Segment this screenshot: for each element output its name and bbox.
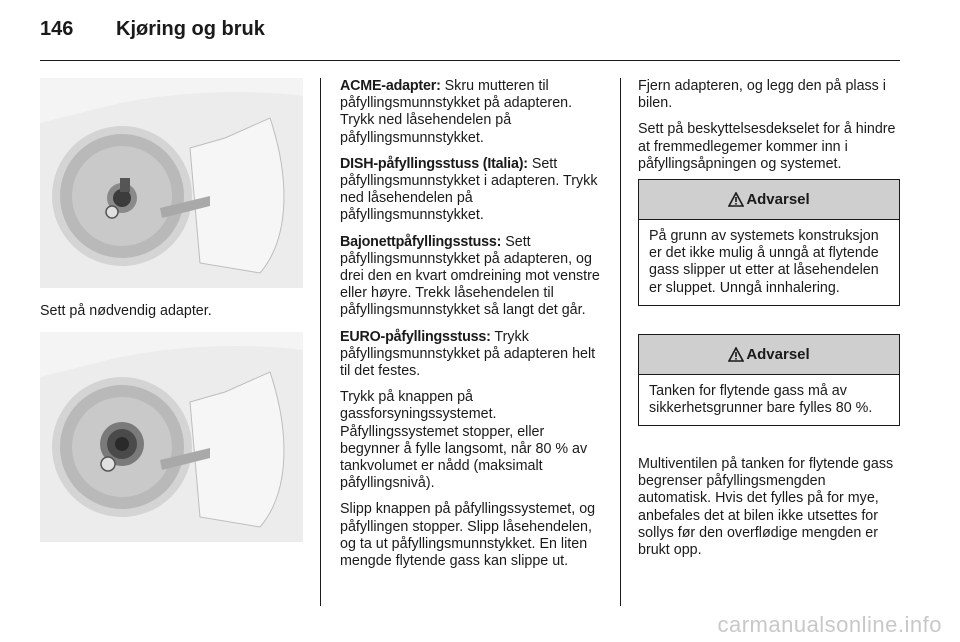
warning-triangle-icon <box>728 347 744 362</box>
warning-box-1 <box>638 179 900 306</box>
page-title: Kjøring og bruk <box>116 18 265 40</box>
bayonet-paragraph: Bajonettpåfyllingsstuss: Sett påfyllingsmunnstykket på adapteren, og drei den en kvart omdreining mot venstre eller høyre. Trekk låsehendelen til påfyllingsmunnstykket så langt det går. <box>340 233 600 319</box>
warning-title: Advarsel <box>746 346 810 363</box>
euro-paragraph: EURO-påfyllingsstuss: Trykk påfyllingsmunnstykket på adapteren helt til det festes. <box>340 328 596 380</box>
warning-text: På grunn av systemets konstruksjon er det ikke mulig å unngå at flytende gass slipper ut etter at låsehendelen er sluppet. Unngå innhalering. <box>649 228 879 296</box>
fuel-filler-photo-1 <box>40 78 303 288</box>
acme-paragraph: ACME-adapter: Skru mutteren til påfyllingsmunnstykket på adapteren. Trykk ned låsehendelen på påfyllingsmunnstykket. <box>340 78 573 146</box>
column-divider-2 <box>620 78 621 606</box>
release-button-paragraph: Slipp knappen på påfyllingssystemet, og påfyllingen stopper. Slipp låsehendelen, og ta ut påfyllingsmunnstykket. En liten mengde flytende gass kan slippe ut. <box>340 501 596 570</box>
right-column-top <box>638 78 902 182</box>
warning-header <box>639 180 899 220</box>
multivalve-paragraph: Multiventilen på tanken for flytende gass begrenser påfyllingsmengden automatisk. Hvis det fylles på for mye, anbefales det at bilen ikke utsettes for sollys før den overflødige mengden er brukt opp. <box>638 456 894 559</box>
press-button-paragraph: Trykk på knappen på gassforsyningssystemet. Påfyllingssystemet stopper, eller begynner å fylle langsomt, når 80 % av tankvolumet er nådd (maksimalt påfyllingsnivå). <box>340 389 588 492</box>
dish-paragraph: DISH-påfyllingsstuss (Italia): Sett påfyllingsmunnstykket i adapteren. Trykk ned låsehendelen på påfyllingsmunnstykket. <box>340 155 598 224</box>
header-rule <box>40 60 900 61</box>
page-header <box>40 18 265 50</box>
page-number: 146 <box>40 18 74 40</box>
photo-caption: Sett på nødvendig adapter. <box>40 303 212 319</box>
warning-text: Tanken for flytende gass må av sikkerhetsgrunner bare fylles 80 %. <box>649 383 873 417</box>
watermark: carmanualsonline.info <box>717 612 942 637</box>
column-divider-1 <box>320 78 321 606</box>
warning-triangle-icon <box>728 192 744 207</box>
remove-adapter-paragraph: Fjern adapteren, og legg den på plass i bilen. <box>638 78 886 112</box>
middle-column <box>340 78 604 579</box>
fuel-filler-photo-2 <box>40 332 303 542</box>
warning-box-2 <box>638 334 900 426</box>
warning-header <box>639 335 899 375</box>
protective-cover-paragraph: Sett på beskyttelsesdekselet for å hindre at fremmedlegemer kommer inn i påfyllingsåpningen og systemet. <box>638 121 896 172</box>
right-column-bottom <box>638 456 902 568</box>
warning-title: Advarsel <box>746 191 810 208</box>
